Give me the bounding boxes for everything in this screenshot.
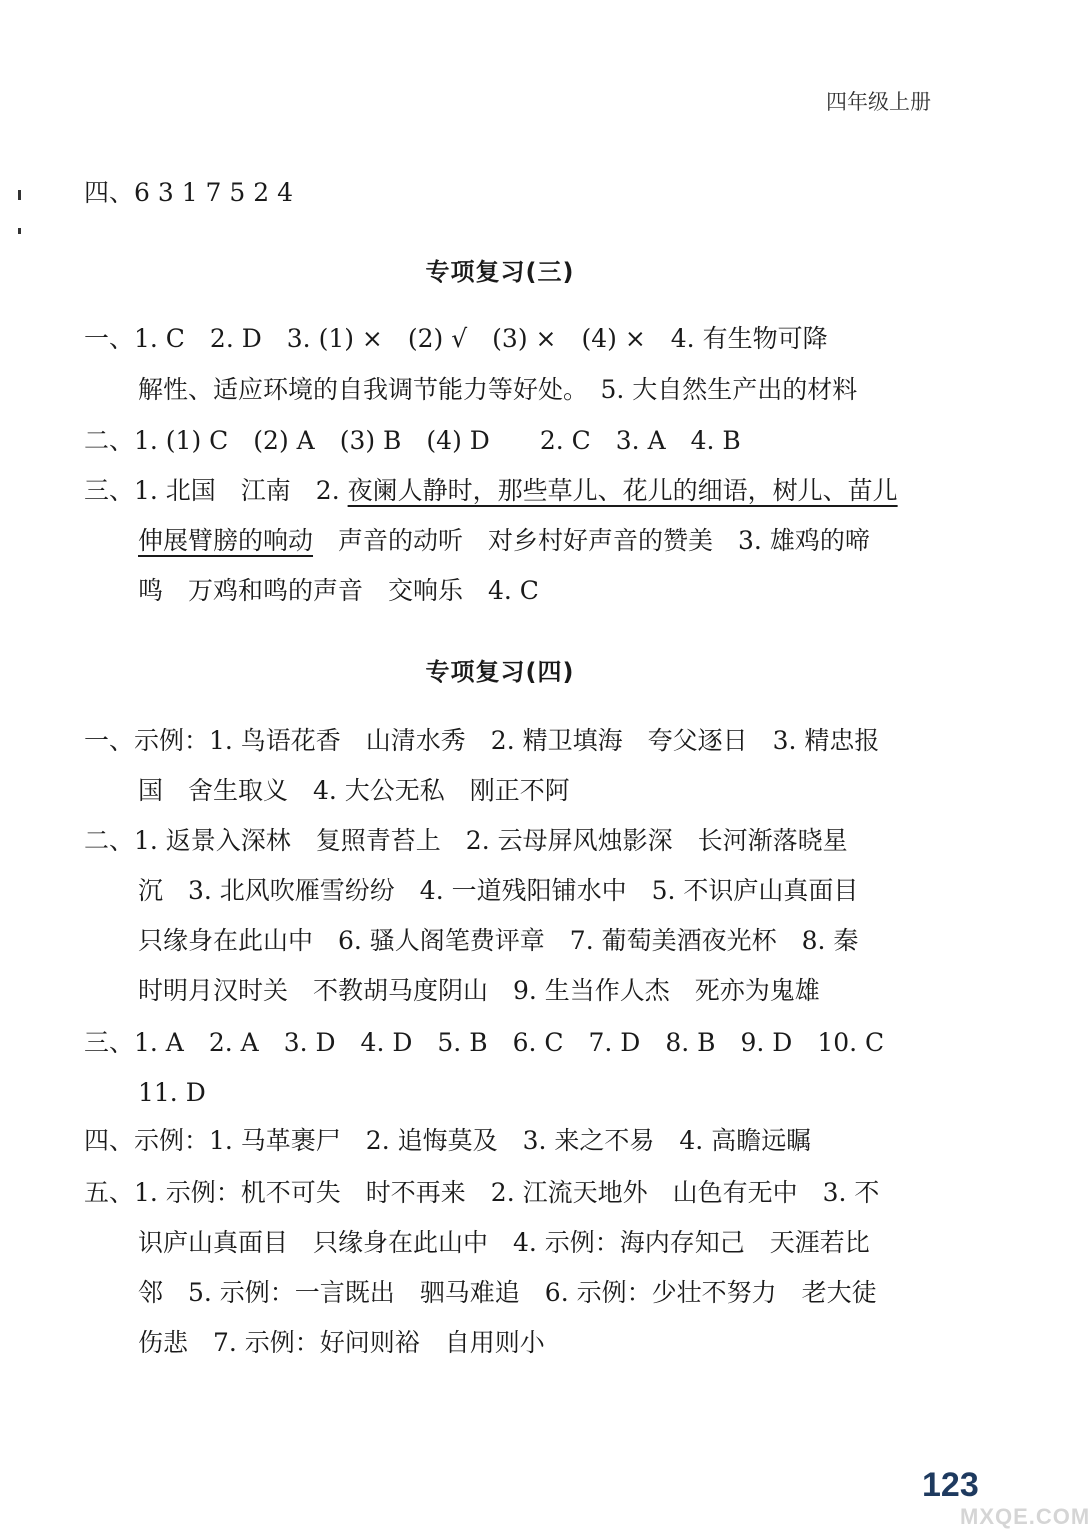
answer-line: 四、示例：1. 马革裹尸 2. 追悔莫及 3. 来之不易 4. 高瞻远瞩 — [84, 1126, 812, 1155]
answer-text: 三、1. 北国 江南 2. — [84, 476, 348, 505]
answer-line: 只缘身在此山中 6. 骚人阁笔费评章 7. 葡萄美酒夜光杯 8. 秦 — [138, 926, 859, 955]
answer-text: 声音的动听 对乡村好声音的赞美 3. 雄鸡的啼 — [313, 526, 870, 555]
answer-line: 二、1. 返景入深林 复照青苔上 2. 云母屏风烛影深 长河渐落晓星 — [84, 826, 848, 855]
answer-line: 沉 3. 北风吹雁雪纷纷 4. 一道残阳铺水中 5. 不识庐山真面目 — [138, 876, 859, 905]
answer-line: 一、1. C 2. D 3. (1) × (2) √ (3) × (4) × 4. 有生物可降 — [84, 324, 828, 353]
answer-line: 时明月汉时关 不教胡马度阴山 9. 生当作人杰 死亦为鬼雄 — [138, 976, 820, 1005]
underlined-answer: 伸展臂膀的响动 — [138, 526, 314, 555]
underlined-answer: 夜阑人静时，那些草儿、花儿的细语，树儿、苗儿 — [347, 476, 898, 505]
section-title: 专项复习(三) — [425, 258, 575, 286]
answer-line: 11. D — [138, 1078, 206, 1107]
answer-line: 四、6 3 1 7 5 2 4 — [84, 178, 294, 207]
answer-line: 二、1. (1) C (2) A (3) B (4) D 2. C 3. A 4. B — [84, 426, 741, 455]
answer-line: 一、示例：1. 鸟语花香 山清水秀 2. 精卫填海 夸父逐日 3. 精忠报 — [84, 726, 880, 755]
section-title: 专项复习(四) — [425, 658, 575, 686]
margin-mark — [18, 228, 21, 234]
watermark-text: MXQE.COM — [960, 1504, 1090, 1529]
grade-tag: 四年级上册 — [826, 90, 931, 114]
watermark-logo — [960, 1474, 1090, 1534]
answer-line: 国 舍生取义 4. 大公无私 刚正不阿 — [138, 776, 570, 805]
answer-line: 解性、适应环境的自我调节能力等好处。 5. 大自然生产出的材料 — [138, 375, 858, 404]
answer-line: 三、1. A 2. A 3. D 4. D 5. B 6. C 7. D 8. B 9. D 10. C — [84, 1028, 885, 1057]
margin-mark — [18, 190, 21, 200]
answer-line — [84, 474, 898, 508]
answer-line: 邻 5. 示例：一言既出 驷马难追 6. 示例：少壮不努力 老大徒 — [138, 1278, 877, 1307]
answer-line: 识庐山真面目 只缘身在此山中 4. 示例：海内存知己 天涯若比 — [138, 1228, 870, 1257]
answer-line: 鸣 万鸡和鸣的声音 交响乐 4. C — [138, 576, 539, 605]
answer-line — [138, 524, 870, 558]
answer-line: 伤悲 7. 示例：好问则裕 自用则小 — [138, 1328, 545, 1357]
answer-line: 五、1. 示例：机不可失 时不再来 2. 江流天地外 山色有无中 3. 不 — [84, 1178, 880, 1207]
page-number: 123 — [922, 1466, 979, 1504]
